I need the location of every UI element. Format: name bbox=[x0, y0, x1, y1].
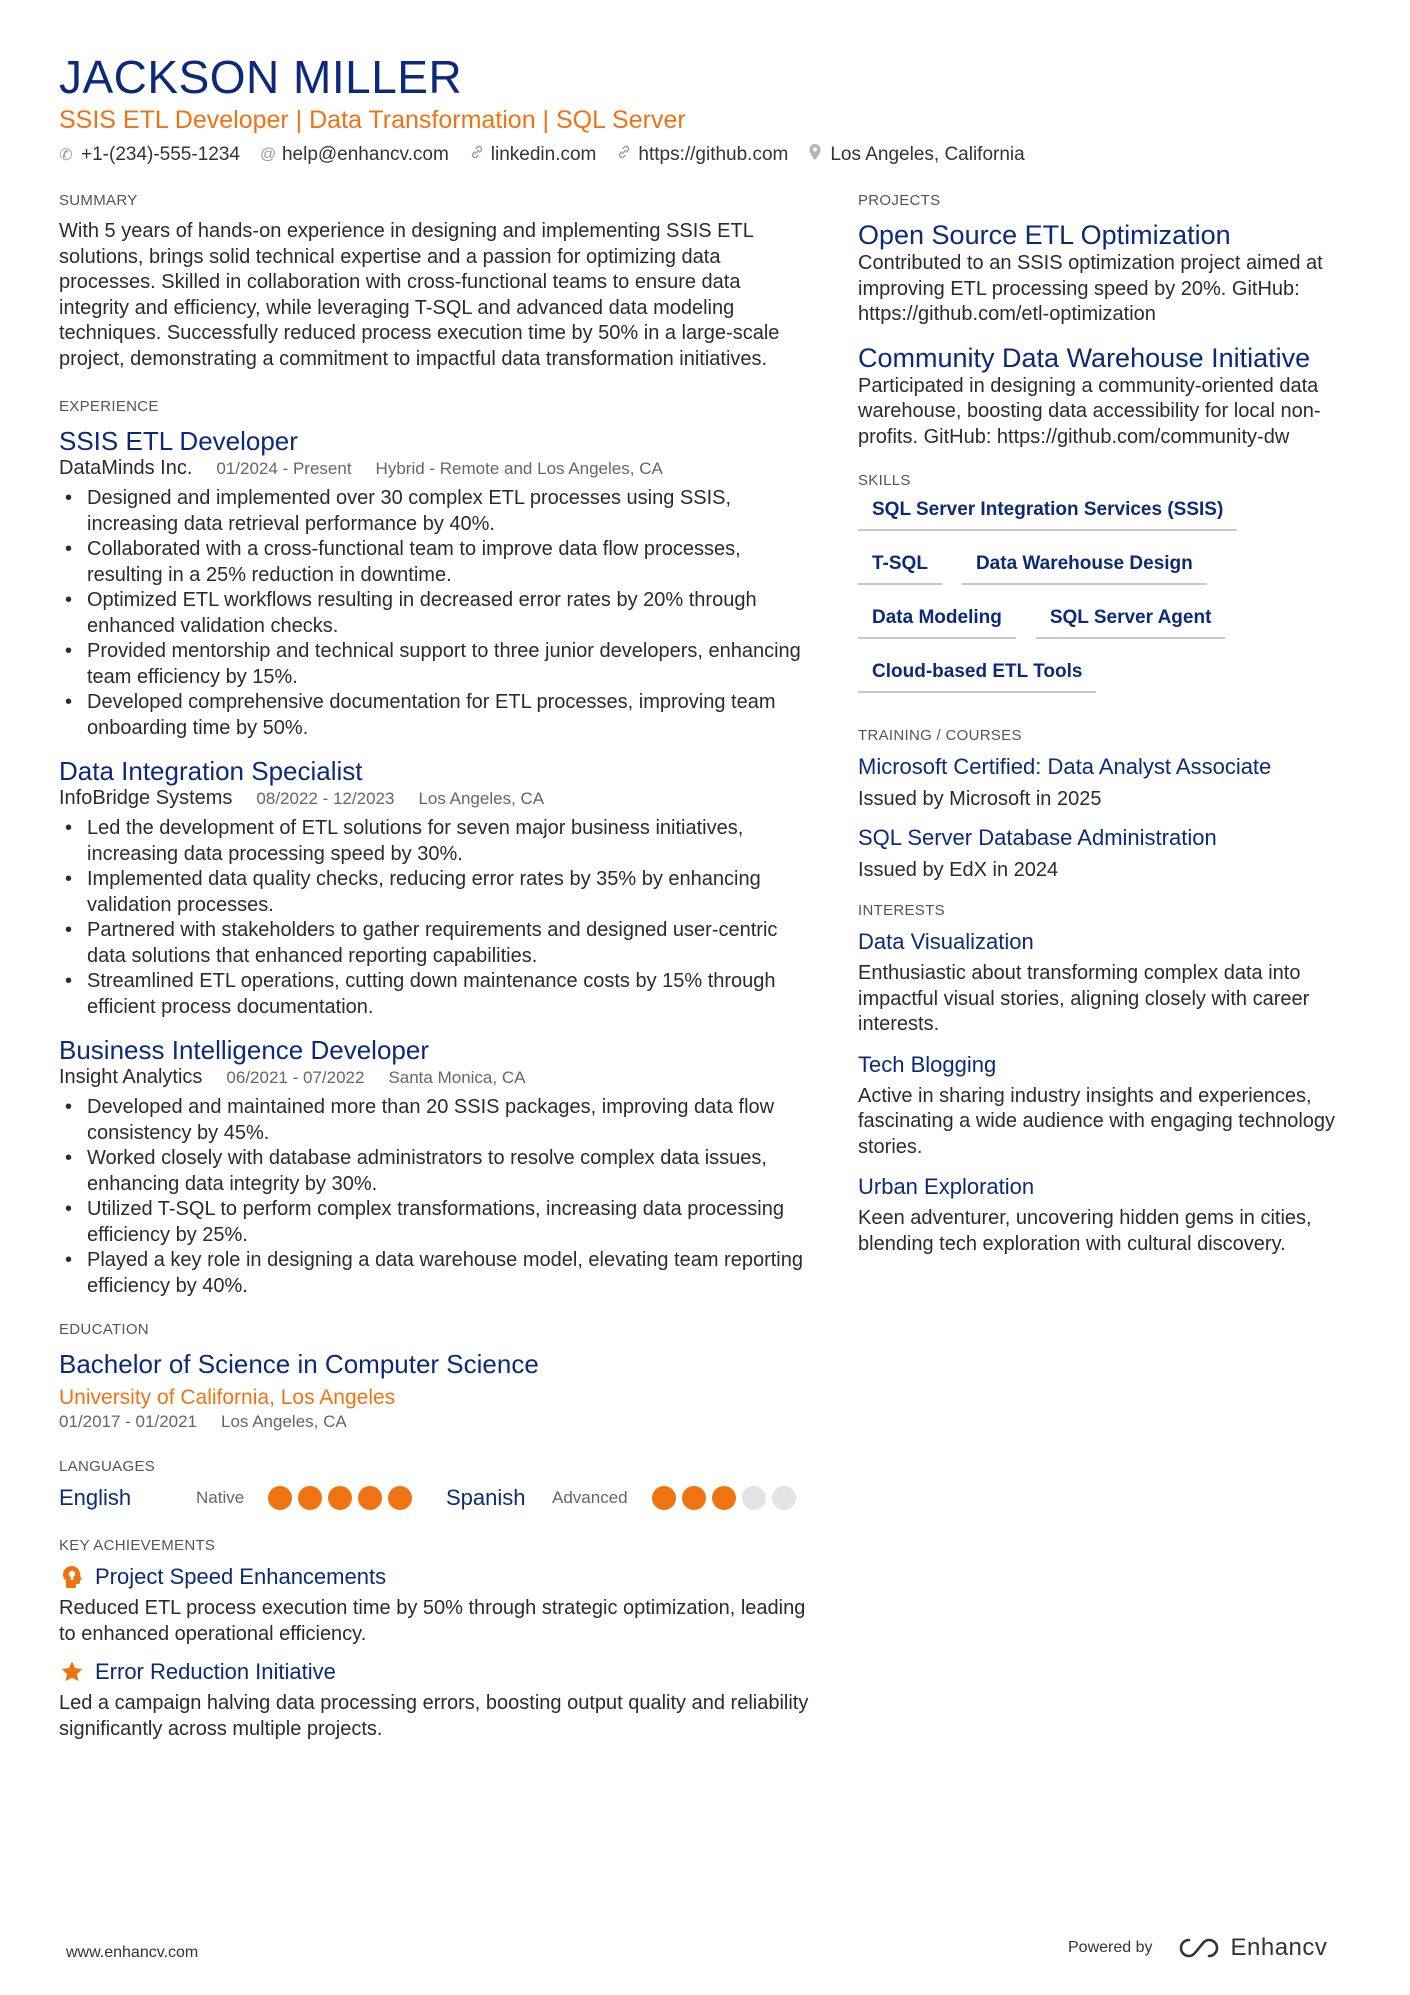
contact-email[interactable] bbox=[260, 144, 449, 166]
interests-section bbox=[858, 902, 1363, 1257]
languages-row bbox=[59, 1485, 814, 1511]
brand-name: Enhancv bbox=[1230, 1934, 1328, 1961]
contact-location-text: Los Angeles, California bbox=[830, 143, 1025, 165]
job-location: Hybrid - Remote and Los Angeles, CA bbox=[375, 459, 663, 478]
summary-heading: SUMMARY bbox=[59, 192, 138, 209]
interest-desc: Active in sharing industry insights and experiences, fascinating a wide audience with engaging technology stories. bbox=[858, 1084, 1336, 1158]
rating-dot-filled bbox=[682, 1486, 706, 1510]
job-bullet: • Designed and implemented over 30 complex ETL processes using SSIS, increasing data retrieval performance by 40%. bbox=[59, 486, 814, 537]
left-column bbox=[59, 192, 814, 1768]
course-issuer: Issued by EdX in 2024 bbox=[858, 859, 1059, 881]
contact-email-text: help@enhancv.com bbox=[281, 143, 449, 165]
contact-phone[interactable] bbox=[59, 144, 240, 166]
job-dates: 06/2021 - 07/2022 bbox=[226, 1068, 365, 1087]
right-column bbox=[858, 192, 1363, 1283]
footer-website[interactable]: www.enhancv.com bbox=[66, 1944, 199, 1961]
contact-bar bbox=[59, 143, 1025, 166]
achievement-title: Project Speed Enhancements bbox=[95, 1564, 387, 1589]
star-icon bbox=[59, 1659, 85, 1685]
job-meta bbox=[59, 457, 814, 480]
footer-branding bbox=[1068, 1934, 1327, 1962]
job-bullets bbox=[59, 486, 814, 741]
link-icon bbox=[616, 144, 630, 165]
job-title: Data Integration Specialist bbox=[59, 756, 363, 786]
achievement-title: Error Reduction Initiative bbox=[95, 1659, 336, 1684]
job-bullet: • Streamlined ETL operations, cutting down maintenance costs by 15% through efficient process documentation. bbox=[59, 969, 814, 1020]
contact-location bbox=[808, 143, 1024, 166]
language-item bbox=[446, 1485, 796, 1511]
rating-dot-filled bbox=[328, 1486, 352, 1510]
rating-dot-filled bbox=[358, 1486, 382, 1510]
contact-linkedin[interactable] bbox=[469, 144, 597, 166]
training-heading: TRAINING / COURSES bbox=[858, 727, 1022, 744]
job-bullet: • Worked closely with database administrators to resolve complex data issues, enhancing data integrity by 30%. bbox=[59, 1146, 814, 1197]
rating-dot-empty bbox=[742, 1486, 766, 1510]
rating-dot-filled bbox=[298, 1486, 322, 1510]
achievement-desc: Led a campaign halving data processing errors, boosting output quality and reliability significantly across multiple projects. bbox=[59, 1692, 809, 1740]
language-rating bbox=[268, 1486, 412, 1510]
education-dates: 01/2017 - 01/2021 bbox=[59, 1412, 198, 1431]
lightbulb-head-icon bbox=[59, 1564, 85, 1590]
language-name: Spanish bbox=[446, 1485, 526, 1510]
job-entry bbox=[59, 755, 814, 1020]
project-title: Community Data Warehouse Initiative bbox=[858, 342, 1311, 373]
language-rating bbox=[652, 1486, 796, 1510]
summary-section bbox=[59, 192, 814, 372]
education-section bbox=[59, 1321, 814, 1432]
language-level: Advanced bbox=[552, 1488, 628, 1507]
language-level: Native bbox=[196, 1488, 245, 1507]
job-company: InfoBridge Systems bbox=[59, 787, 233, 809]
powered-by-label: Powered by bbox=[1068, 1939, 1153, 1956]
interest-title: Tech Blogging bbox=[858, 1051, 997, 1077]
job-bullets bbox=[59, 1095, 814, 1299]
job-meta bbox=[59, 787, 814, 810]
candidate-name: JACKSON MILLER bbox=[59, 51, 463, 103]
location-icon bbox=[808, 143, 822, 166]
candidate-tagline: SSIS ETL Developer | Data Transformation | SQL Server bbox=[59, 106, 686, 134]
rating-dot-filled bbox=[268, 1486, 292, 1510]
achievements-heading: KEY ACHIEVEMENTS bbox=[59, 1537, 216, 1554]
contact-github-text: https://github.com bbox=[638, 143, 789, 165]
projects-heading: PROJECTS bbox=[858, 192, 941, 209]
contact-linkedin-text: linkedin.com bbox=[490, 143, 597, 165]
course-title: SQL Server Database Administration bbox=[858, 825, 1217, 850]
education-school: University of California, Los Angeles bbox=[59, 1386, 396, 1409]
job-company: Insight Analytics bbox=[59, 1066, 203, 1088]
skill-tag: Data Warehouse Design bbox=[962, 553, 1207, 585]
job-location: Santa Monica, CA bbox=[388, 1068, 526, 1087]
job-bullet: • Provided mentorship and technical support to three junior developers, enhancing team efficiency by 15%. bbox=[59, 639, 814, 690]
job-bullet: • Partnered with stakeholders to gather requirements and designed user-centric data solutions that enhanced reporting capabilities. bbox=[59, 918, 814, 969]
job-bullet: • Led the development of ETL solutions for seven major business initiatives, increasing data processing speed by 30%. bbox=[59, 816, 814, 867]
interest-desc: Enthusiastic about transforming complex data into impactful visual stories, aligning closely with career interests. bbox=[858, 962, 1310, 1035]
job-bullet: • Developed comprehensive documentation for ETL processes, improving team onboarding time by 50%. bbox=[59, 690, 814, 741]
project-item bbox=[858, 219, 1363, 328]
job-dates: 08/2022 - 12/2023 bbox=[256, 789, 395, 808]
education-location: Los Angeles, CA bbox=[221, 1412, 347, 1431]
project-title: Open Source ETL Optimization bbox=[858, 220, 1231, 250]
interests-heading: INTERESTS bbox=[858, 902, 945, 919]
job-bullet: • Collaborated with a cross-functional team to improve data flow processes, resulting in a 25% reduction in downtime. bbox=[59, 537, 814, 588]
job-dates: 01/2024 - Present bbox=[216, 459, 352, 478]
skill-tag: Cloud-based ETL Tools bbox=[858, 661, 1096, 693]
course-title: Microsoft Certified: Data Analyst Associate bbox=[858, 754, 1272, 779]
training-section bbox=[858, 727, 1363, 882]
skills-list bbox=[858, 499, 1278, 693]
interest-title: Data Visualization bbox=[858, 929, 1034, 954]
projects-section bbox=[858, 192, 1363, 450]
job-title: SSIS ETL Developer bbox=[59, 426, 298, 456]
contact-phone-text: +1-(234)-555-1234 bbox=[81, 143, 240, 165]
job-bullet: • Utilized T-SQL to perform complex transformations, increasing data processing efficiency by 25%. bbox=[59, 1197, 814, 1248]
job-bullet: • Implemented data quality checks, reducing error rates by 35% by enhancing validation processes. bbox=[59, 867, 814, 918]
interest-title: Urban Exploration bbox=[858, 1174, 1035, 1199]
skill-tag: Data Modeling bbox=[858, 607, 1016, 639]
interest-desc: Keen adventurer, uncovering hidden gems in cities, blending tech exploration with cultural discovery. bbox=[858, 1207, 1312, 1255]
job-bullet: • Played a key role in designing a data warehouse model, elevating team reporting efficiency by 40%. bbox=[59, 1248, 814, 1299]
achievement-item bbox=[59, 1564, 814, 1647]
project-item bbox=[858, 342, 1363, 451]
contact-github[interactable] bbox=[616, 144, 788, 166]
language-name: English bbox=[59, 1485, 132, 1510]
rating-dot-filled bbox=[712, 1486, 736, 1510]
job-bullet: • Developed and maintained more than 20 SSIS packages, improving data flow consistency by 45%. bbox=[59, 1095, 814, 1146]
language-item bbox=[59, 1485, 412, 1511]
languages-section bbox=[59, 1458, 814, 1511]
project-desc: Participated in designing a community-oriented data warehouse, boosting data accessibility for local non-profits. GitHub: https://github.com/community-dw bbox=[858, 374, 1321, 448]
job-location: Los Angeles, CA bbox=[418, 789, 545, 808]
education-meta bbox=[59, 1412, 814, 1432]
education-heading: EDUCATION bbox=[59, 1321, 149, 1338]
skill-tag: SQL Server Integration Services (SSIS) bbox=[858, 499, 1237, 531]
rating-dot-filled bbox=[652, 1486, 676, 1510]
achievement-item bbox=[59, 1659, 814, 1742]
experience-section bbox=[59, 398, 814, 1299]
experience-heading: EXPERIENCE bbox=[59, 398, 159, 415]
brand-logo[interactable] bbox=[1177, 1934, 1328, 1962]
summary-text: With 5 years of hands-on experience in designing and implementing SSIS ETL solutions, brings solid technical expertise and a passion for optimizing data processes. Skilled in collaboration with cross-functional teams to ensure data integrity and efficiency, while leveraging T-SQL and advanced data modeling techniques. Successfully reduced process execution time by 50% in a large-scale project, demonstrating a commitment to impactful data transformation initiatives. bbox=[59, 220, 780, 370]
achievement-header bbox=[59, 1659, 814, 1685]
link-icon bbox=[469, 144, 483, 165]
at-icon: @ bbox=[259, 145, 277, 163]
project-desc: Contributed to an SSIS optimization project aimed at improving ETL processing speed by 20%. GitHub: https://github.com/etl-optimization bbox=[858, 252, 1323, 325]
rating-dot-empty bbox=[772, 1486, 796, 1510]
skills-heading: SKILLS bbox=[858, 472, 911, 489]
achievement-header bbox=[59, 1564, 814, 1590]
job-bullet: • Optimized ETL workflows resulting in decreased error rates by 20% through enhanced validation checks. bbox=[59, 588, 814, 639]
skill-tag: T-SQL bbox=[858, 553, 942, 585]
languages-heading: LANGUAGES bbox=[59, 1458, 156, 1475]
course-issuer: Issued by Microsoft in 2025 bbox=[858, 788, 1102, 810]
job-title: Business Intelligence Developer bbox=[59, 1035, 429, 1065]
phone-icon: ✆ bbox=[59, 146, 73, 164]
skills-section bbox=[858, 472, 1363, 693]
education-degree: Bachelor of Science in Computer Science bbox=[59, 1349, 539, 1379]
achievements-section bbox=[59, 1537, 814, 1742]
job-bullets bbox=[59, 816, 814, 1020]
enhancv-logo-icon bbox=[1177, 1937, 1221, 1959]
rating-dot-filled bbox=[388, 1486, 412, 1510]
achievement-desc: Reduced ETL process execution time by 50% through strategic optimization, leading to enhanced operational efficiency. bbox=[59, 1597, 806, 1645]
job-meta bbox=[59, 1066, 814, 1089]
job-company: DataMinds Inc. bbox=[59, 457, 193, 479]
job-entry bbox=[59, 1034, 814, 1299]
skill-tag: SQL Server Agent bbox=[1036, 607, 1226, 639]
job-entry bbox=[59, 425, 814, 741]
